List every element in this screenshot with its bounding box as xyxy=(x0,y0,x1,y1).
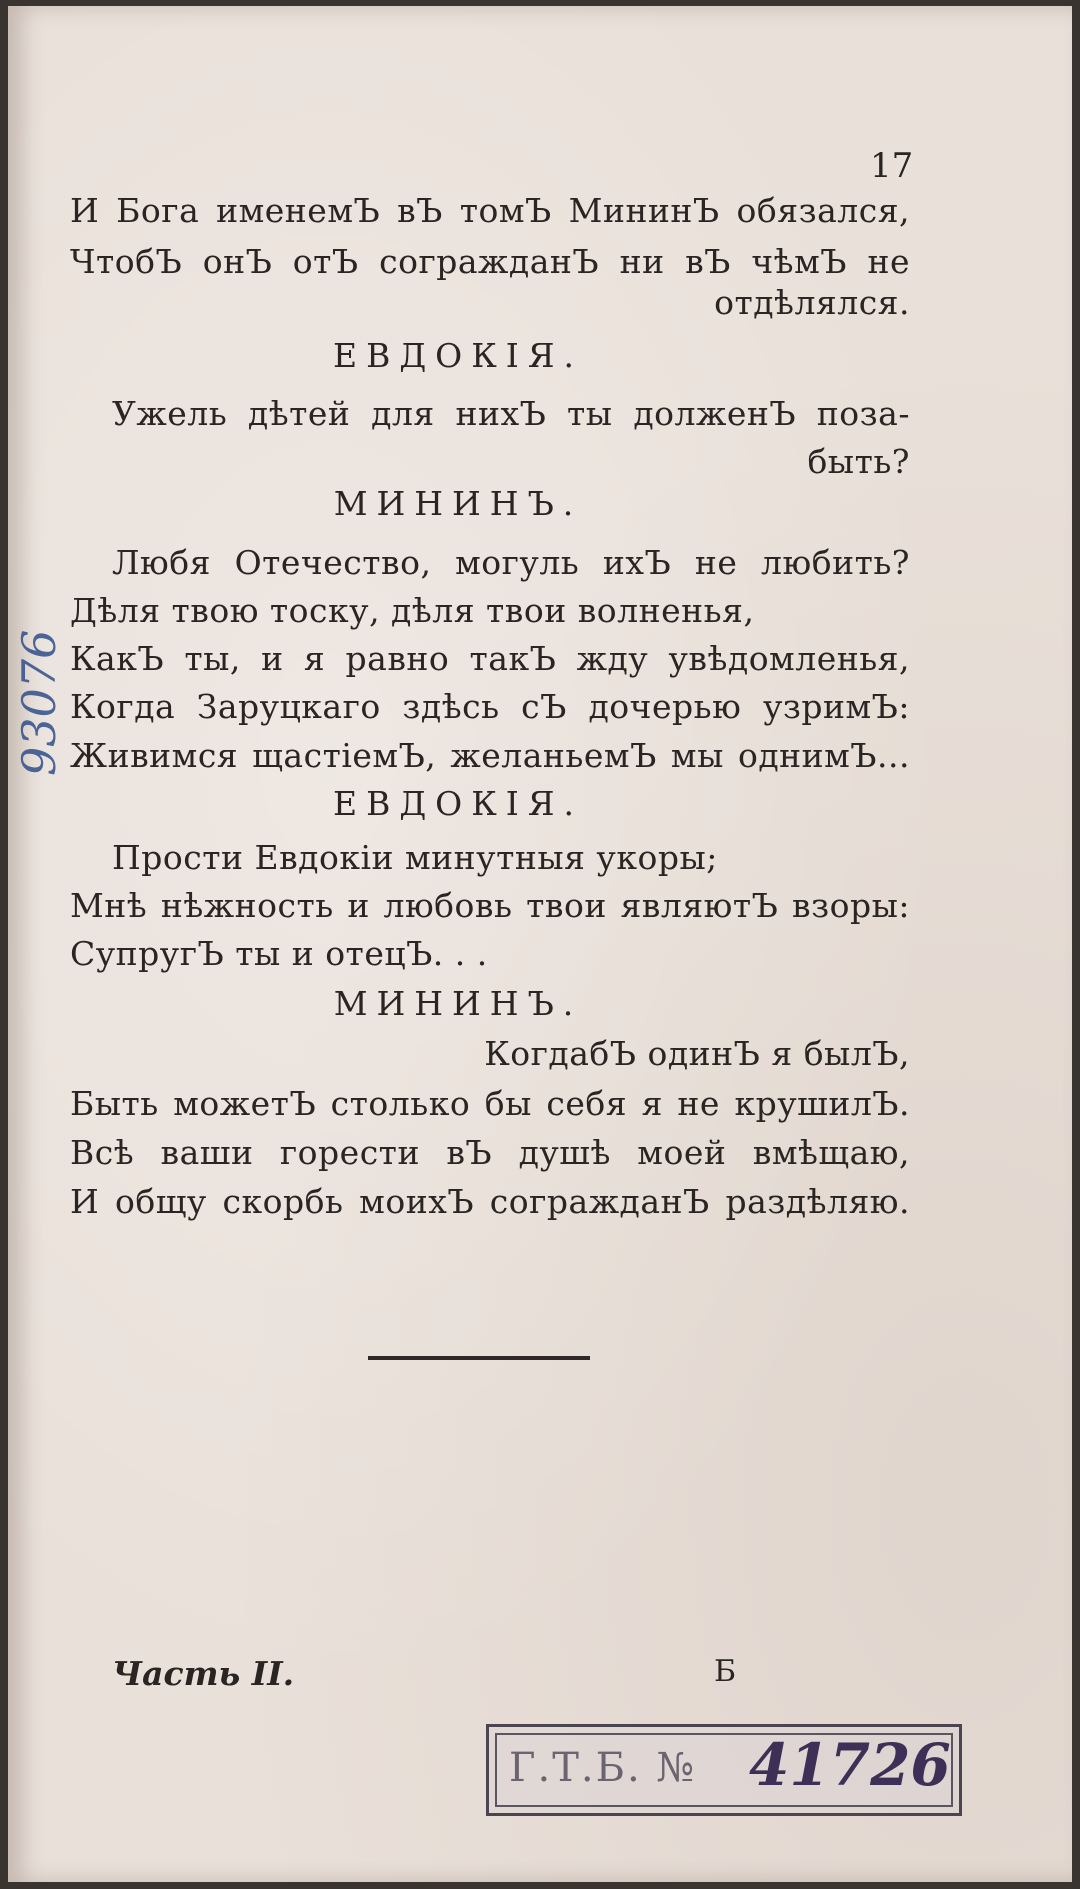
book-page xyxy=(8,6,1072,1882)
verse-line: Когда Заруцкаго здѣсь сЪ дочерью узримЪ: xyxy=(70,687,910,726)
verse-line: Ужель дѣтей для нихЪ ты долженЪ поза- xyxy=(112,394,910,433)
verse-line: Быть можетЪ столько бы себя я не крушилЪ. xyxy=(70,1084,910,1123)
verse-line: Любя Отечество, могуль ихЪ не любить? xyxy=(112,543,910,582)
verse-line: Дѣля твою тоску, дѣля твои волненья, xyxy=(70,591,755,630)
verse-line: И общу скорбь моихЪ согражданЪ раздѣляю. xyxy=(70,1182,910,1221)
verse-line: И Бога именемЪ вЪ томЪ МининЪ обязался, xyxy=(70,191,910,230)
speaker-name: МИНИНЪ. xyxy=(333,984,583,1023)
verse-line: ЧтобЪ онЪ отЪ согражданЪ ни вЪ чѣмЪ не xyxy=(70,242,910,281)
stamp-label: Г.Т.Б. № xyxy=(509,1745,697,1791)
verse-line: КакЪ ты, и я равно такЪ жду увѣдомленья, xyxy=(70,639,910,678)
margin-inventory-note: 93076 xyxy=(12,629,66,776)
stamp-number: 41726 xyxy=(749,1731,951,1799)
library-stamp xyxy=(486,1724,962,1816)
verse-line: Мнѣ нѣжность и любовь твои являютЪ взоры: xyxy=(70,886,910,925)
section-divider xyxy=(368,1356,590,1360)
part-label: Часть II. xyxy=(112,1654,295,1693)
speaker-name: МИНИНЪ. xyxy=(333,484,583,523)
verse-line: Прости Евдокіи минутныя укоры; xyxy=(112,838,718,877)
signature-mark: Б xyxy=(714,1654,737,1689)
verse-line: Живимся щастіемЪ, желаньемЪ мы однимЪ... xyxy=(70,736,910,775)
speaker-name: ЕВДОКІЯ. xyxy=(333,784,583,823)
verse-line: КогдабЪ одинЪ я былЪ, xyxy=(484,1034,910,1073)
verse-line: отдѣлялся. xyxy=(714,283,910,322)
speaker-name: ЕВДОКІЯ. xyxy=(333,336,583,375)
verse-line: Всѣ ваши горести вЪ душѣ моей вмѣщаю, xyxy=(70,1133,910,1172)
verse-line: быть? xyxy=(807,442,910,481)
page-number: 17 xyxy=(870,146,914,186)
verse-line: СупругЪ ты и отецЪ. . . xyxy=(70,934,488,973)
